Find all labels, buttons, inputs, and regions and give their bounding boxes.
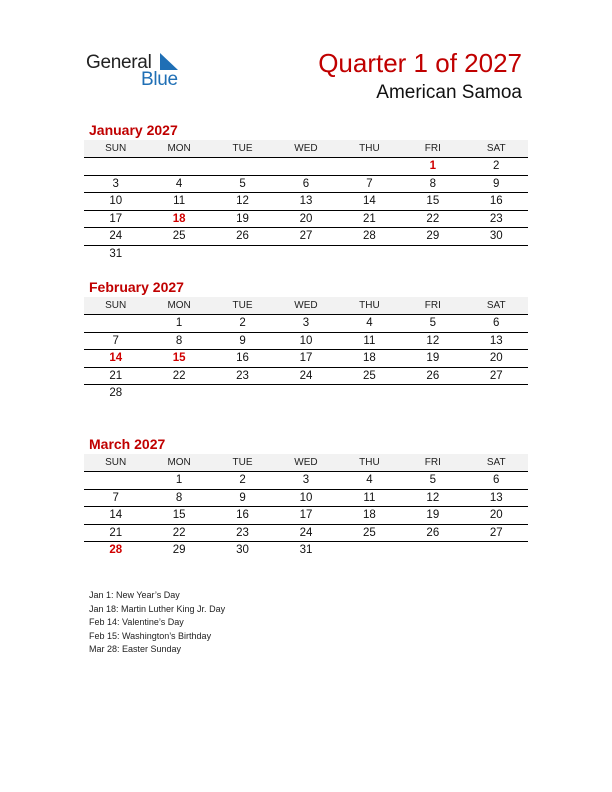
month-march: [84, 436, 528, 559]
weekday-label: TUE: [232, 300, 253, 311]
weekday-label: FRI: [424, 143, 441, 154]
day-cell: 16: [489, 195, 503, 208]
day-cell: 10: [299, 334, 313, 347]
day-cell: 15: [426, 195, 440, 208]
day-cell: 7: [366, 177, 373, 190]
day-cell: 14: [363, 195, 376, 208]
holiday-item: Jan 1: New Year’s Day: [89, 590, 180, 600]
generalblue-logo: [86, 50, 196, 90]
day-cell: 12: [426, 491, 440, 504]
week-row: [84, 507, 528, 525]
day-cell: 29: [426, 230, 440, 243]
day-cell: 29: [172, 544, 186, 557]
week-row: [84, 193, 528, 211]
day-cell: 9: [239, 334, 246, 347]
holiday-item: Jan 18: Martin Luther King Jr. Day: [89, 603, 226, 614]
day-cell: 6: [493, 474, 500, 487]
day-cell: 14: [109, 509, 123, 522]
holiday-day-cell: 14: [109, 352, 123, 365]
month-title: March 2027: [89, 436, 166, 452]
day-cell: 3: [302, 474, 310, 487]
day-cell: 9: [239, 491, 246, 504]
day-cell: 1: [175, 317, 183, 330]
month-january: [84, 122, 528, 262]
day-cell: 16: [236, 509, 249, 522]
day-cell: 11: [363, 491, 376, 504]
calendar-grid: [84, 297, 528, 402]
day-cell: 28: [363, 230, 376, 243]
day-cell: 9: [493, 177, 500, 190]
day-cell: 2: [239, 317, 246, 330]
weekday-label: THU: [359, 457, 380, 468]
day-cell: 21: [109, 526, 123, 539]
day-cell: 3: [302, 317, 310, 330]
holiday-day-cell: 1: [429, 160, 437, 173]
day-cell: 8: [175, 334, 183, 347]
day-cell: 10: [299, 491, 313, 504]
weekday-label: TUE: [232, 143, 253, 154]
weekday-label: SUN: [105, 300, 127, 311]
day-cell: 11: [363, 334, 376, 347]
day-cell: 28: [109, 387, 123, 400]
weekday-label: THU: [359, 300, 380, 311]
holiday-day-cell: 18: [172, 212, 186, 225]
day-cell: 19: [236, 212, 249, 225]
day-cell: 11: [173, 195, 186, 208]
day-cell: 31: [299, 544, 313, 557]
calendar-grid: [84, 454, 528, 559]
day-cell: 15: [172, 509, 186, 522]
day-cell: 31: [109, 247, 123, 260]
day-cell: 12: [426, 334, 440, 347]
day-cell: 6: [493, 317, 500, 330]
day-cell: 21: [363, 212, 376, 225]
day-cell: 20: [299, 212, 313, 225]
week-row: [84, 385, 528, 402]
day-cell: 2: [493, 160, 500, 173]
day-cell: 30: [489, 230, 503, 243]
day-cell: 13: [489, 491, 503, 504]
day-cell: 3: [112, 177, 119, 190]
day-cell: 25: [363, 369, 376, 382]
weekday-label: SAT: [486, 457, 506, 468]
day-cell: 26: [426, 526, 440, 539]
day-cell: 18: [363, 352, 376, 365]
day-cell: 24: [109, 230, 123, 243]
day-cell: 17: [299, 509, 313, 522]
day-cell: 27: [299, 230, 313, 243]
weekday-label: SUN: [105, 143, 127, 154]
day-cell: 27: [489, 369, 503, 382]
day-cell: 19: [426, 509, 440, 522]
day-cell: 24: [299, 369, 313, 382]
week-row: [84, 490, 528, 508]
holiday-list: [89, 589, 225, 657]
day-cell: 7: [112, 334, 119, 347]
day-cell: 26: [426, 369, 440, 382]
weekday-label: TUE: [232, 457, 253, 468]
day-cell: 4: [366, 474, 373, 487]
day-cell: 17: [109, 212, 123, 225]
day-cell: 18: [363, 509, 376, 522]
country-name: American Samoa: [376, 82, 522, 103]
week-row: [84, 472, 528, 490]
month-february: [84, 279, 528, 402]
weekday-header: [84, 297, 528, 315]
holiday-item: Feb 14: Valentine’s Day: [89, 617, 184, 628]
day-cell: 26: [236, 230, 249, 243]
logo-text-blue: Blue: [141, 69, 178, 90]
day-cell: 5: [429, 317, 437, 330]
day-cell: 6: [302, 177, 310, 190]
day-cell: 25: [172, 230, 186, 243]
holiday-day-cell: 15: [172, 352, 186, 365]
day-cell: 23: [236, 369, 249, 382]
holiday-day-cell: 28: [109, 544, 123, 557]
day-cell: 23: [489, 212, 503, 225]
day-cell: 5: [429, 474, 437, 487]
week-row: [84, 333, 528, 351]
weekday-label: SAT: [486, 300, 506, 311]
day-cell: 22: [172, 369, 186, 382]
week-row: [84, 542, 528, 559]
weekday-label: MON: [167, 457, 191, 468]
day-cell: 13: [299, 195, 313, 208]
day-cell: 22: [172, 526, 186, 539]
day-cell: 16: [236, 352, 249, 365]
weekday-label: MON: [167, 143, 191, 154]
month-title: February 2027: [89, 279, 184, 295]
day-cell: 2: [239, 474, 246, 487]
weekday-label: FRI: [424, 300, 441, 311]
week-row: [84, 176, 528, 194]
day-cell: 13: [489, 334, 503, 347]
day-cell: 30: [236, 544, 249, 557]
week-row: [84, 158, 528, 176]
weekday-label: SAT: [486, 143, 506, 154]
day-cell: 8: [429, 177, 437, 190]
week-row: [84, 211, 528, 229]
week-row: [84, 368, 528, 386]
day-cell: 25: [363, 526, 376, 539]
month-title: January 2027: [89, 122, 178, 138]
weekday-label: FRI: [424, 457, 441, 468]
day-cell: 4: [366, 317, 373, 330]
weekday-label: THU: [359, 143, 380, 154]
weekday-label: WED: [294, 457, 318, 468]
day-cell: 21: [109, 369, 123, 382]
holiday-item: Feb 15: Washington’s Birthday: [89, 630, 212, 641]
logo-text-general: General: [86, 52, 152, 73]
day-cell: 12: [236, 195, 249, 208]
week-row: [84, 350, 528, 368]
weekday-header: [84, 140, 528, 158]
week-row: [84, 246, 528, 263]
day-cell: 24: [299, 526, 313, 539]
day-cell: 4: [175, 177, 183, 190]
day-cell: 19: [426, 352, 440, 365]
logo-flag-icon: [160, 53, 178, 70]
weekday-label: MON: [167, 300, 191, 311]
day-cell: 7: [112, 491, 119, 504]
weekday-label: WED: [294, 300, 318, 311]
day-cell: 20: [489, 509, 503, 522]
weekday-header: [84, 454, 528, 472]
weekday-label: SUN: [105, 457, 127, 468]
page-title: Quarter 1 of 2027: [318, 48, 522, 78]
calendar-grid: [84, 140, 528, 262]
day-cell: 22: [426, 212, 440, 225]
day-cell: 23: [236, 526, 249, 539]
week-row: [84, 315, 528, 333]
day-cell: 8: [175, 491, 183, 504]
day-cell: 17: [299, 352, 313, 365]
weekday-label: WED: [294, 143, 318, 154]
holiday-item: Mar 28: Easter Sunday: [89, 644, 182, 655]
day-cell: 10: [109, 195, 123, 208]
week-row: [84, 228, 528, 246]
day-cell: 5: [239, 177, 246, 190]
day-cell: 27: [489, 526, 503, 539]
week-row: [84, 525, 528, 543]
day-cell: 1: [175, 474, 183, 487]
day-cell: 20: [489, 352, 503, 365]
